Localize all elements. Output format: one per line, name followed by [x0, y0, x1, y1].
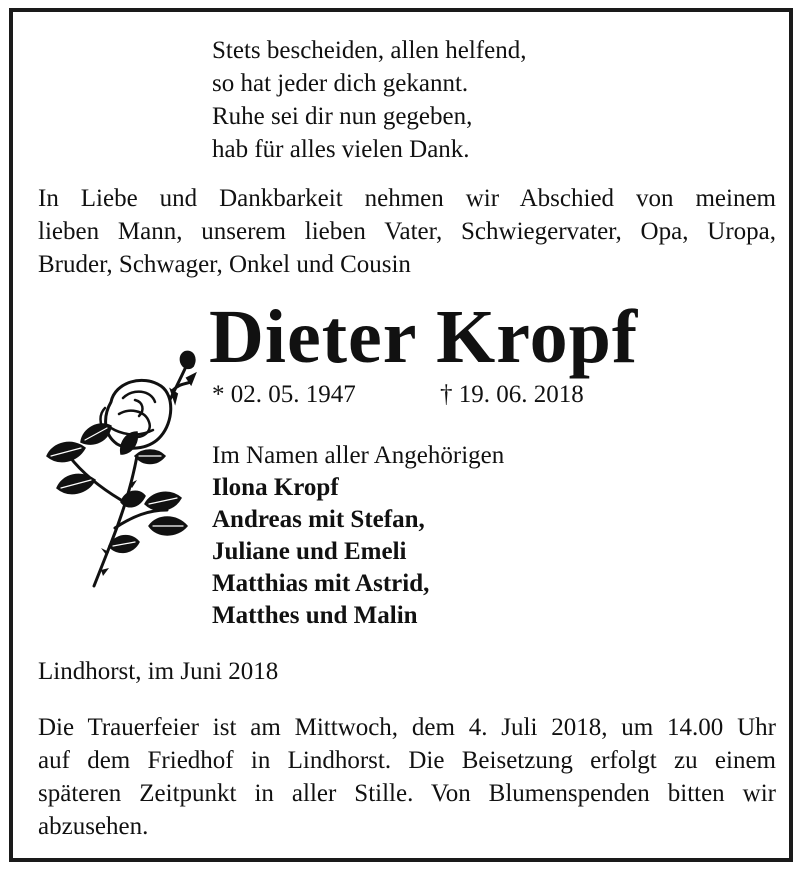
- deceased-name: Dieter Kropf: [209, 295, 639, 379]
- place-date: Lindhorst, im Juni 2018: [38, 658, 279, 685]
- family-member: Ilona Kropf: [212, 474, 339, 501]
- notice-line: Die Trauerfeier ist am Mittwoch, dem 4. Juli 2018, um 14.00 Uhr: [38, 714, 776, 741]
- notice-line: abzusehen.: [38, 813, 149, 840]
- notice-line: späteren Zeitpunkt in aller Stille. Von Blumenspenden bitten wir: [38, 780, 776, 807]
- family-member: Matthias mit Astrid,: [212, 570, 430, 597]
- poem-line: so hat jeder dich gekannt.: [212, 70, 469, 97]
- family-signatures: [212, 440, 504, 632]
- funeral-notice: [38, 711, 776, 843]
- memorial-poem: [212, 34, 526, 166]
- family-heading: Im Namen aller Angehörigen: [212, 442, 505, 469]
- birth-date: * 02. 05. 1947: [212, 381, 356, 408]
- family-member: Juliane und Emeli: [212, 538, 407, 565]
- notice-line: auf dem Friedhof in Lindhorst. Die Beisetzung erfolgt zu einem: [38, 747, 776, 774]
- farewell-intro: [38, 182, 776, 281]
- poem-line: hab für alles vielen Dank.: [212, 136, 470, 163]
- family-member: Matthes und Malin: [212, 602, 418, 629]
- intro-line: Bruder, Schwager, Onkel und Cousin: [38, 251, 411, 278]
- death-date: † 19. 06. 2018: [440, 381, 584, 408]
- intro-line: In Liebe und Dankbarkeit nehmen wir Abschied von meinem: [38, 185, 776, 212]
- poem-line: Stets bescheiden, allen helfend,: [212, 37, 527, 64]
- family-member: Andreas mit Stefan,: [212, 506, 425, 533]
- intro-line: lieben Mann, unserem lieben Vater, Schwiegervater, Opa, Uropa,: [38, 218, 776, 245]
- poem-line: Ruhe sei dir nun gegeben,: [212, 103, 473, 130]
- rose-icon: [39, 338, 197, 588]
- obituary-frame: [9, 8, 793, 862]
